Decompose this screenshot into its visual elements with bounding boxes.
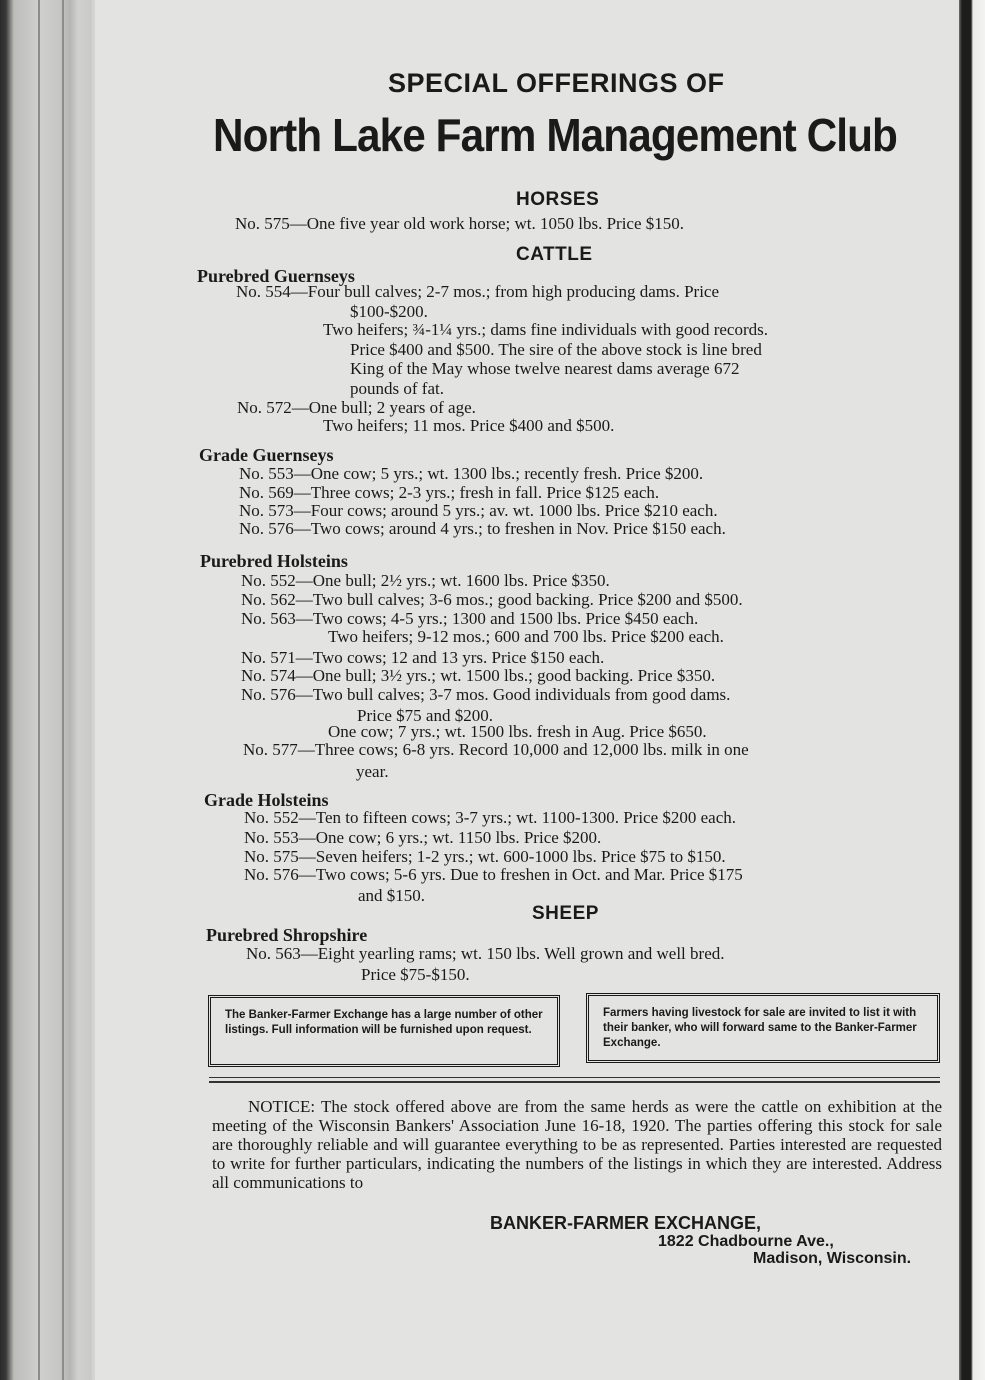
listing-line: No. 571—Two cows; 12 and 13 yrs. Price $150 each. [241,648,605,667]
subheading-purebred-shropshire: Purebred Shropshire [206,925,368,945]
info-box-listings [208,995,560,1067]
listing-line: Two heifers; ¾-1¼ yrs.; dams fine individuals with good records. [323,320,768,339]
subheading-purebred-guernseys: Purebred Guernseys [197,266,355,286]
listing-line: No. 576—Two bull calves; 3-7 mos. Good individuals from good dams. [241,685,731,704]
address-name: BANKER-FARMER EXCHANGE, [490,1213,762,1233]
listing-line: No. 573—Four cows; around 5 yrs.; av. wt. 1000 lbs. Price $210 each. [239,501,718,520]
listing-line: One cow; 7 yrs.; wt. 1500 lbs. fresh in Aug. Price $650. [328,722,707,741]
address-street: 1822 Chadbourne Ave., [658,1233,834,1250]
section-horses: HORSES [516,189,600,210]
section-sheep: SHEEP [532,903,599,924]
listing-line: No. 572—One bull; 2 years of age. [237,398,476,417]
listing-line: Two heifers; 11 mos. Price $400 and $500. [323,416,615,435]
listing-line: Price $75 and $200. [357,706,493,725]
page-title: North Lake Farm Management Club [213,109,897,161]
header-special-offerings: SPECIAL OFFERINGS OF [388,68,725,98]
subheading-purebred-holsteins: Purebred Holsteins [200,551,348,571]
listing-line: No. 569—Three cows; 2-3 yrs.; fresh in fall. Price $125 each. [239,483,660,502]
listing-line: No. 575—Seven heifers; 1-2 yrs.; wt. 600-1000 lbs. Price $75 to $150. [244,847,726,866]
divider-rule [209,1081,940,1083]
listing-line: No. 552—One bull; 2½ yrs.; wt. 1600 lbs. Price $350. [241,571,610,590]
info-box-listings-text: The Banker-Farmer Exchange has a large number of other listings. Full information will be furnished upon request. [225,1009,543,1036]
listing-line: King of the May whose twelve nearest dams average 672 [350,359,740,378]
listing-line: $100-$200. [350,302,428,321]
info-box-invitation [586,993,940,1063]
section-cattle: CATTLE [516,244,593,265]
listing-line: Price $75-$150. [361,965,470,984]
listing-line: No. 554—Four bull calves; 2-7 mos.; from high producing dams. Price [236,282,720,301]
listing-line: No. 563—Two cows; 4-5 yrs.; 1300 and 1500 lbs. Price $450 each. [241,609,699,628]
subheading-grade-guernseys: Grade Guernseys [199,445,334,465]
page-right-edge [959,0,985,1380]
subheading-grade-holsteins: Grade Holsteins [204,790,329,810]
listing-line: No. 552—Ten to fifteen cows; 3-7 yrs.; wt. 1100-1300. Price $200 each. [244,808,737,827]
notice-text: NOTICE: The stock offered above are from the same herds as were the cattle on exhibition at the meeting of the Wisconsin Bankers' Association June 16-18, 1920. The parties offering this stock for sale are thoroughly reliable and will guarantee everything to be as represented. Parties interested are requested to write for further particulars, indicating the numbers of the listings in which they are interested. Address all communications to [212,1097,942,1192]
address-city: Madison, Wisconsin. [753,1250,912,1267]
divider-rule [209,1077,940,1078]
info-box-invitation-text: Farmers having livestock for sale are invited to list it with their banker, who will forward same to the Banker-Farmer Exchange. [603,1007,917,1049]
listing-line: and $150. [358,886,426,905]
listing-line: No. 563—Eight yearling rams; wt. 150 lbs. Well grown and well bred. [246,944,725,963]
listing-line: pounds of fat. [350,379,444,398]
listing-line: No. 576—Two cows; around 4 yrs.; to freshen in Nov. Price $150 each. [239,519,726,538]
listing-line: Two heifers; 9-12 mos.; 600 and 700 lbs. Price $200 each. [328,627,724,646]
listing-line: No. 553—One cow; 6 yrs.; wt. 1150 lbs. Price $200. [244,828,602,847]
listing-line: year. [356,762,389,781]
listing-line: Price $400 and $500. The sire of the above stock is line bred [350,340,762,359]
listing-line: No. 574—One bull; 3½ yrs.; wt. 1500 lbs.; good backing. Price $350. [241,666,716,685]
listing-line: No. 577—Three cows; 6-8 yrs. Record 10,000 and 12,000 lbs. milk in one [243,740,749,759]
listing-line: No. 575—One five year old work horse; wt. 1050 lbs. Price $150. [235,214,685,233]
listing-line: No. 562—Two bull calves; 3-6 mos.; good backing. Price $200 and $500. [241,590,743,609]
book-spine-edge [0,0,92,1380]
listing-line: No. 553—One cow; 5 yrs.; wt. 1300 lbs.; recently fresh. Price $200. [239,464,704,483]
notice-paragraph [212,1097,942,1192]
listing-line: No. 576—Two cows; 5-6 yrs. Due to freshen in Oct. and Mar. Price $175 [244,865,743,884]
